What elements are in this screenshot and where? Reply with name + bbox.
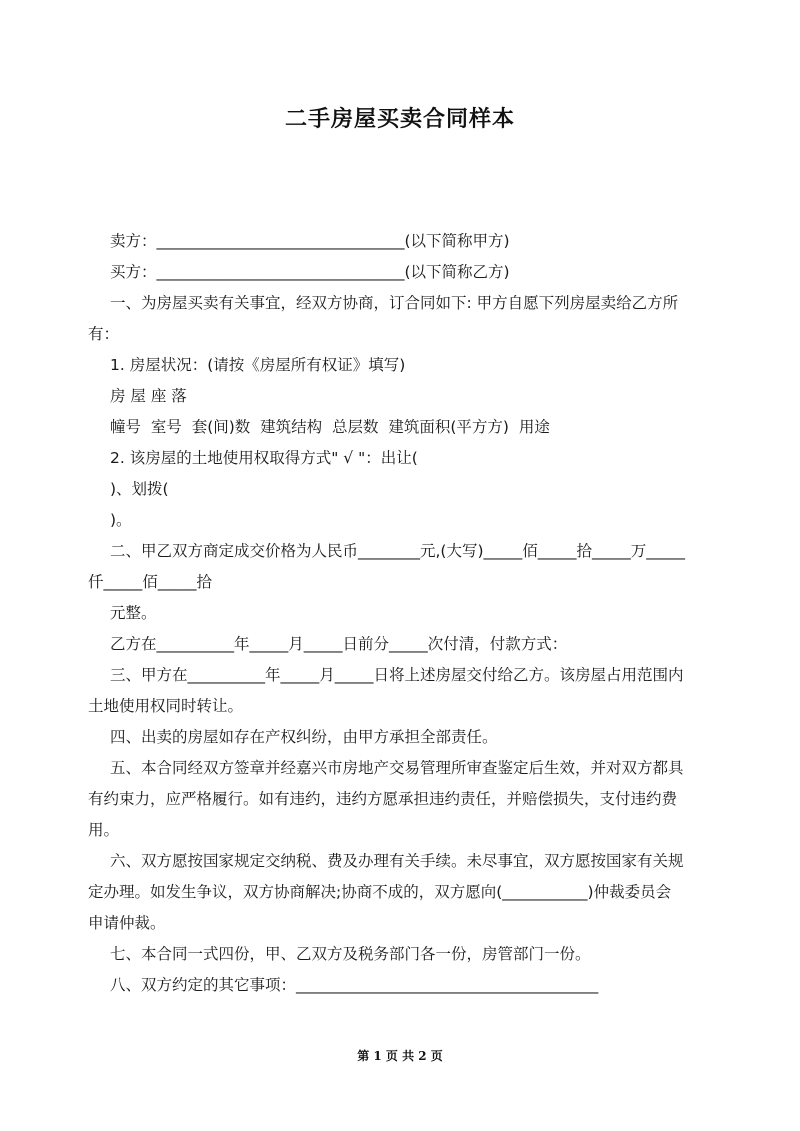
house-location-line: 房 屋 座 落: [110, 387, 187, 405]
contract-body: [88, 226, 716, 1001]
house-fields-line: 幢号 室号 套(间)数 建筑结构 总层数 建筑面积(平方方) 用途: [110, 418, 550, 436]
clause-1-line-1: 一、为房屋买卖有关事宜，经双方协商，订合同如下: 甲方自愿下列房屋卖给乙方所: [110, 294, 679, 312]
clause-2-line-1: 二、甲乙双方商定成交价格为人民币________元,(大写)_____佰_____拾_____万_____: [110, 542, 686, 560]
clause-8-line: 八、双方约定的其它事项：_______________________________________: [110, 976, 599, 994]
payment-line: 乙方在__________年_____月_____日前分_____次付清，付款方式：: [110, 635, 568, 653]
land-use-line: 2. 该房屋的土地使用权取得方式" √ "：出让(: [110, 449, 418, 467]
clause-3-line-2: 土地使用权同时转让。: [88, 697, 244, 715]
clause-5-line-2: 有约束力，应严格履行。如有违约，违约方愿承担违约责任，并赔偿损失，支付违约费: [88, 790, 678, 808]
house-status-line: 1. 房屋状况：(请按《房屋所有权证》填写): [110, 356, 406, 374]
clause-5-line-3: 用。: [88, 821, 120, 839]
page-number: 第 1 页 共 2 页: [357, 1049, 443, 1063]
clause-6-line-3: 申请仲裁。: [88, 914, 166, 932]
clause-6-line-1: 六、双方愿按国家规定交纳税、费及办理有关手续。未尽事宜，双方愿按国家有关规: [110, 852, 684, 870]
clause-2-line-3: 元整。: [110, 604, 157, 622]
buyer-line: 买方：________________________________(以下简称乙方): [110, 263, 510, 281]
clause-4-line: 四、出卖的房屋如存在产权纠纷，由甲方承担全部责任。: [110, 728, 498, 746]
seller-line: 卖方：________________________________(以下简称甲方): [110, 232, 510, 250]
clause-2-line-2: 仟_____佰_____拾: [88, 573, 213, 591]
clause-7-line: 七、本合同一式四份，甲、乙双方及税务部门各一份，房管部门一份。: [110, 945, 591, 963]
clause-5-line-1: 五、本合同经双方签章并经嘉兴市房地产交易管理所审查鉴定后生效，并对双方都具: [110, 759, 684, 777]
clause-1-line-2: 有：: [88, 325, 120, 343]
land-use-allocation-line: )、划拨(: [110, 480, 169, 498]
land-use-end-line: )。: [110, 511, 132, 529]
clause-6-line-2: 定办理。如发生争议，双方协商解决;协商不成的，双方愿向(___________)仲裁委员会: [88, 883, 672, 901]
clause-3-line-1: 三、甲方在__________年_____月_____日将上述房屋交付给乙方。该房屋占用范围内: [110, 666, 684, 684]
page-title: 二手房屋买卖合同样本: [284, 107, 515, 132]
